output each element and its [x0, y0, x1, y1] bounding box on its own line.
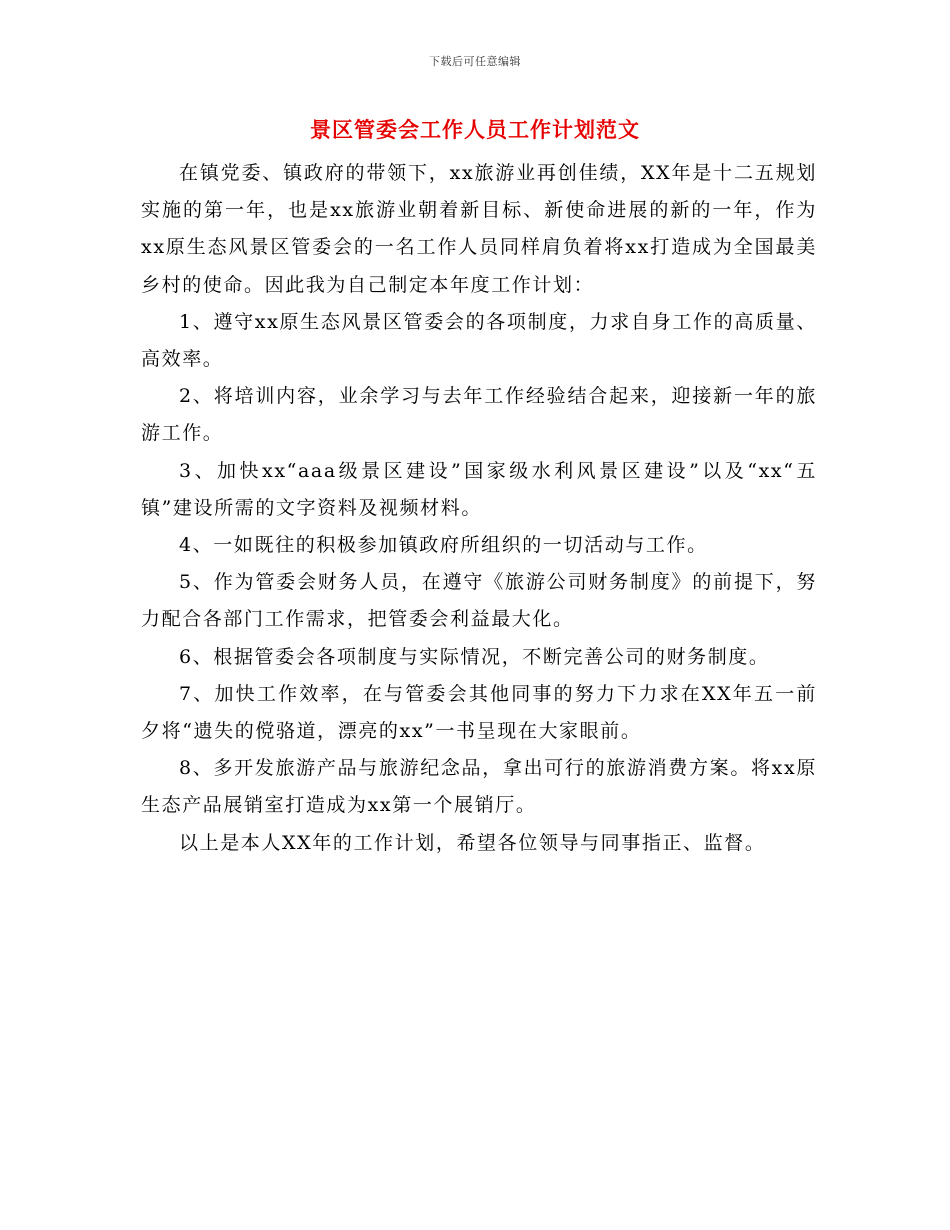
- closing-paragraph: 以上是本人XX年的工作计划，希望各位领导与同事指正、监督。: [179, 831, 766, 854]
- plan-item-5: 5、作为管委会财务人员，在遵守《旅游公司财务制度》的前提下，努力配合各部门工作需求，把管委会利益最大化。: [141, 571, 817, 631]
- document-body: [141, 155, 817, 862]
- plan-item-6: 6、根据管委会各项制度与实际情况，不断完善公司的财务制度。: [179, 645, 770, 668]
- plan-item-2: 2、将培训内容，业余学习与去年工作经验结合起来，迎接新一年的旅游工作。: [141, 385, 817, 445]
- page-header-note: 下载后可任意编辑: [429, 55, 521, 68]
- plan-item-4: 4、一如既往的积极参加镇政府所组织的一切活动与工作。: [179, 534, 708, 557]
- plan-item-1: 1、遵守xx原生态风景区管委会的各项制度，力求自身工作的高质量、高效率。: [141, 310, 817, 371]
- plan-item-8: 8、多开发旅游产品与旅游纪念品，拿出可行的旅游消费方案。将xx原生态产品展销室打造成为xx第一个展销厅。: [141, 757, 817, 817]
- document-title: 景区管委会工作人员工作计划范文: [310, 117, 640, 142]
- plan-item-3: 3、加快xx“aaa级景区建设”国家级水利风景区建设”以及“xx“五镇”建设所需的文字资料及视频材料。: [141, 459, 817, 519]
- plan-item-7: 7、加快工作效率，在与管委会其他同事的努力下力求在XX年五一前夕将“遗失的傥骆道，漂亮的xx”一书呈现在大家眼前。: [141, 682, 817, 743]
- intro-paragraph: 在镇党委、镇政府的带领下，xx旅游业再创佳绩，XX年是十二五规划实施的第一年，也是xx旅游业朝着新目标、新使命进展的新的一年，作为xx原生态风景区管委会的一名工作人员同样肩负着将xx打造成为全国最美乡村的使命。因此我为自己制定本年度工作计划：: [141, 162, 817, 296]
